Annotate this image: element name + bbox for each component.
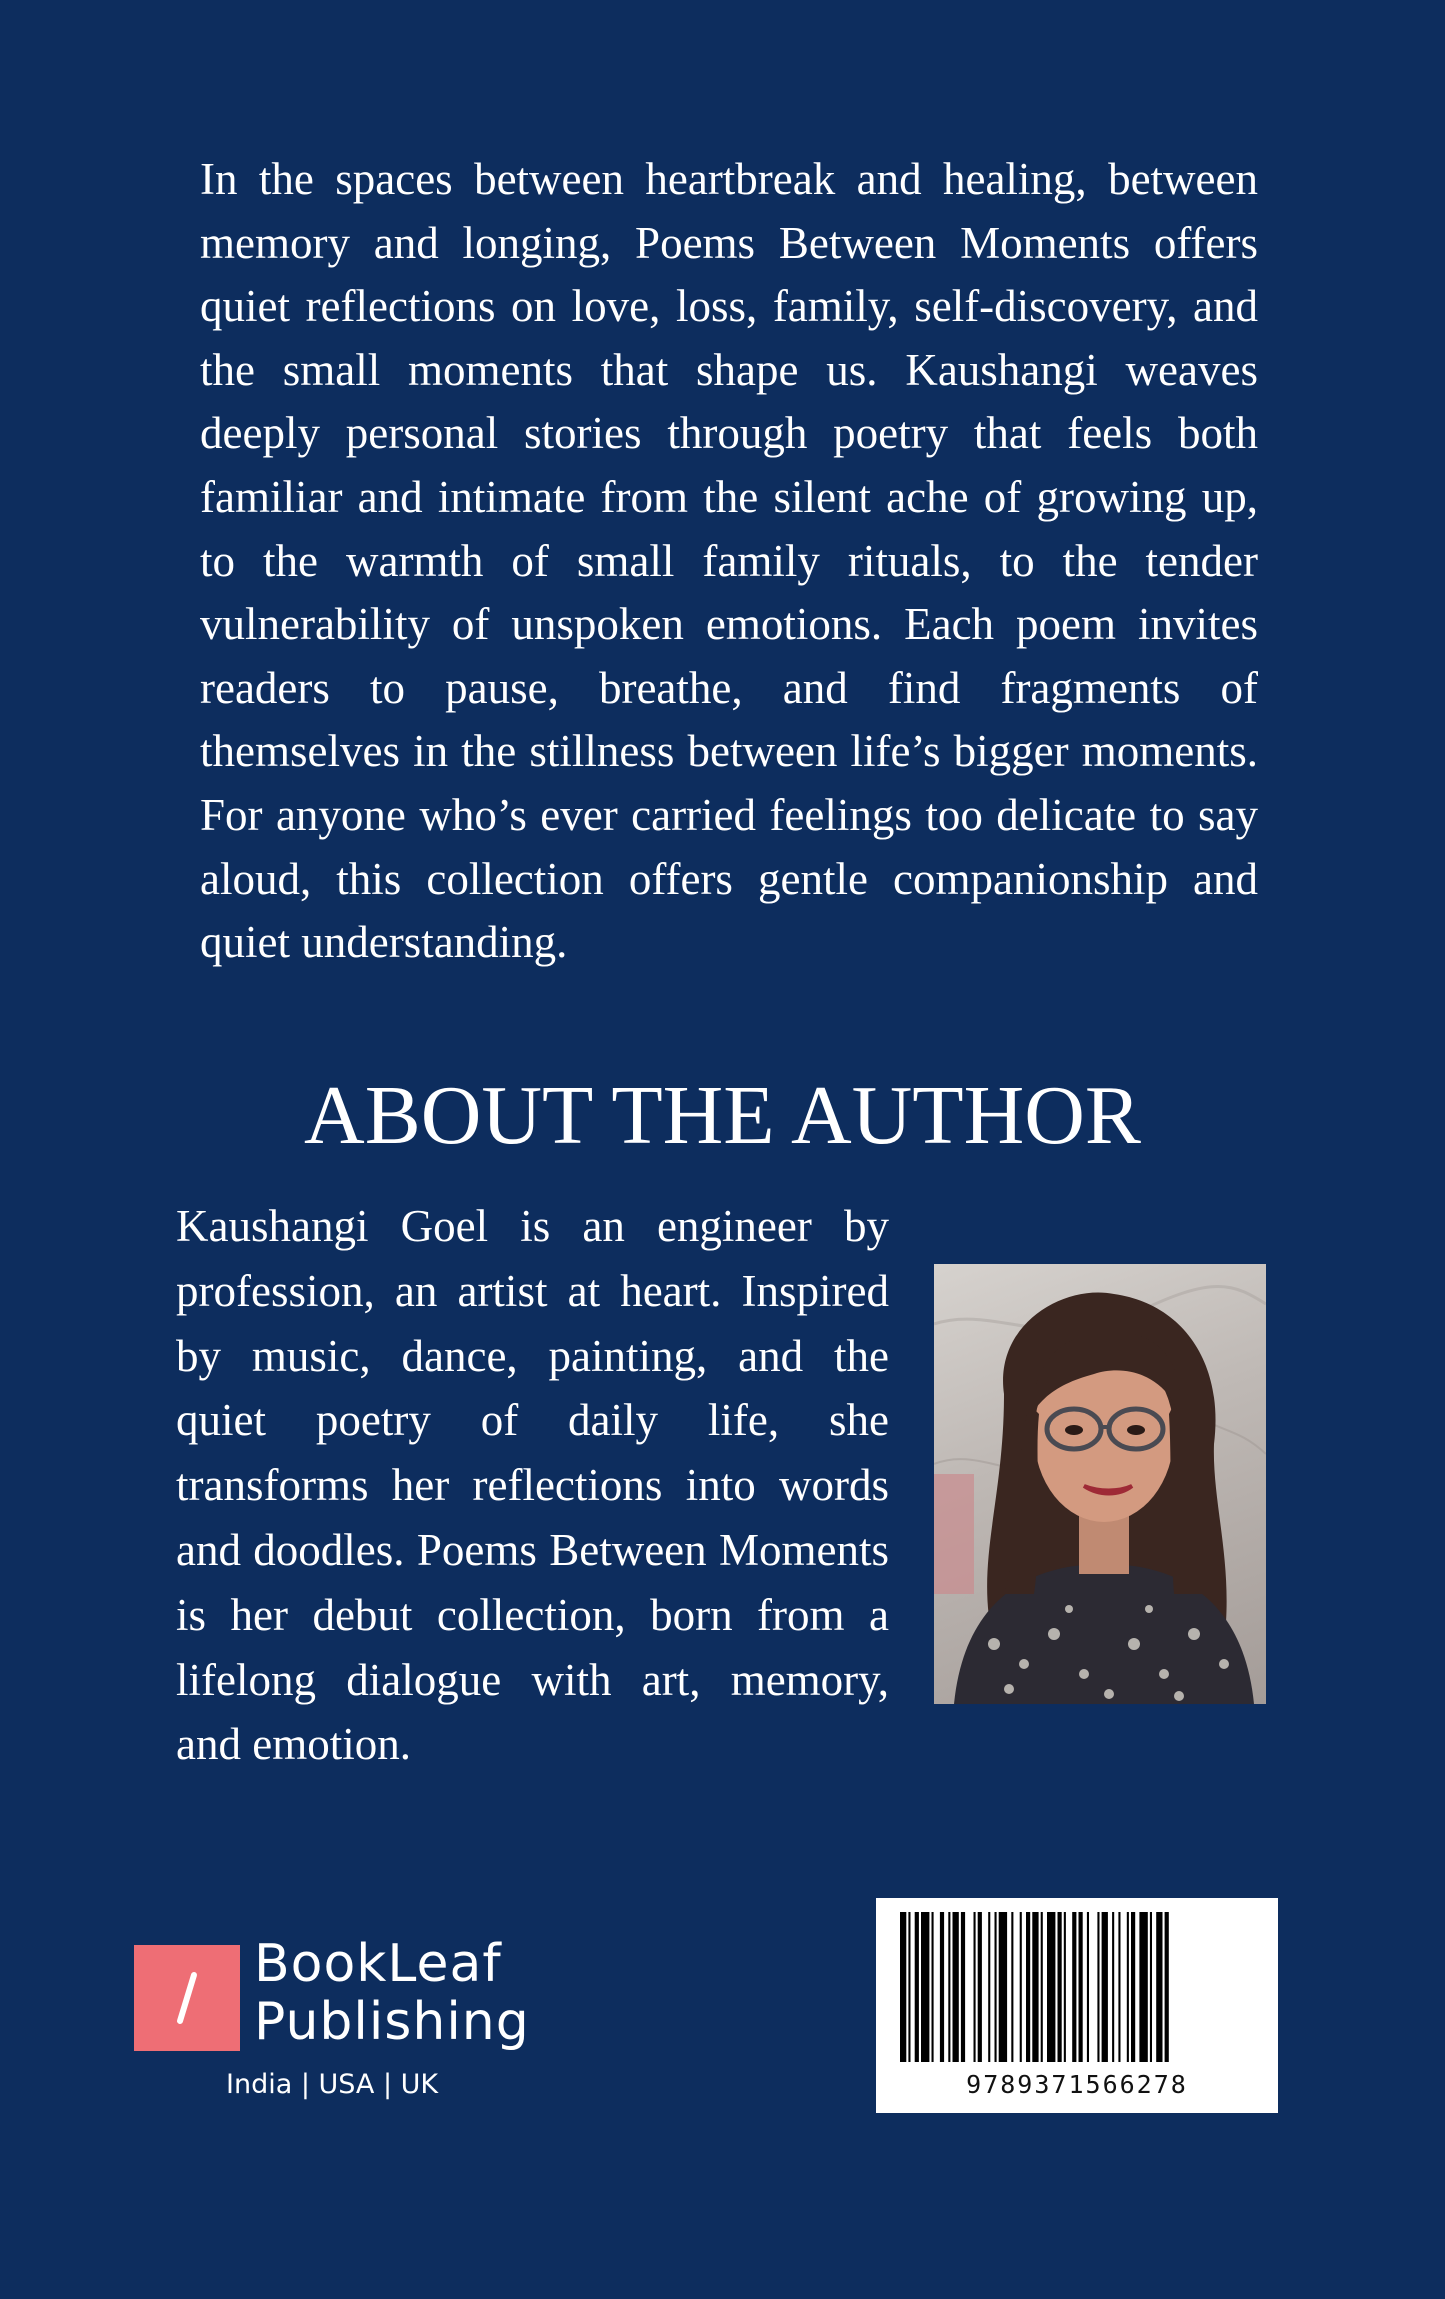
about-author-heading: ABOUT THE AUTHOR <box>304 1069 1141 1162</box>
publisher-name <box>254 1935 530 2051</box>
publisher-name-line1: BookLeaf <box>254 1934 502 1994</box>
publisher-logo <box>134 1934 534 2105</box>
publisher-slash-icon <box>134 1945 240 2051</box>
isbn-number: 9789371566278 <box>966 2070 1188 2099</box>
author-bio: Kaushangi Goel is an engineer by profession, an artist at heart. Inspired by music, dance, painting, and the quiet poetry of daily life, she transforms her reflections into words and doodles. Poems Between Moments is her debut collection, born from a lifelong dialogue with art, memory, and emotion. <box>176 1201 889 1770</box>
author-portrait-illustration <box>934 1264 1266 1704</box>
publisher-regions: India | USA | UK <box>226 2069 439 2100</box>
author-photo <box>934 1264 1266 1704</box>
publisher-name-line2: Publishing <box>254 1992 530 2052</box>
back-cover-blurb: In the spaces between heartbreak and healing, between memory and longing, Poems Between Moments offers quiet reflections on love, loss, family, self-discovery, and the small moments that shape us. Kaushangi weaves deeply personal stories through poetry that feels both familiar and intimate from the silent ache of growing up, to the warmth of small family rituals, to the tender vulnerability of unspoken emotions. Each poem invites readers to pause, breathe, and find fragments of themselves in the stillness between life’s bigger moments. For anyone who’s ever carried feelings too delicate to say aloud, this collection offers gentle companionship and quiet understanding. <box>200 154 1258 968</box>
barcode-bars-graphic <box>900 1912 1254 2062</box>
isbn-barcode <box>876 1898 1278 2113</box>
